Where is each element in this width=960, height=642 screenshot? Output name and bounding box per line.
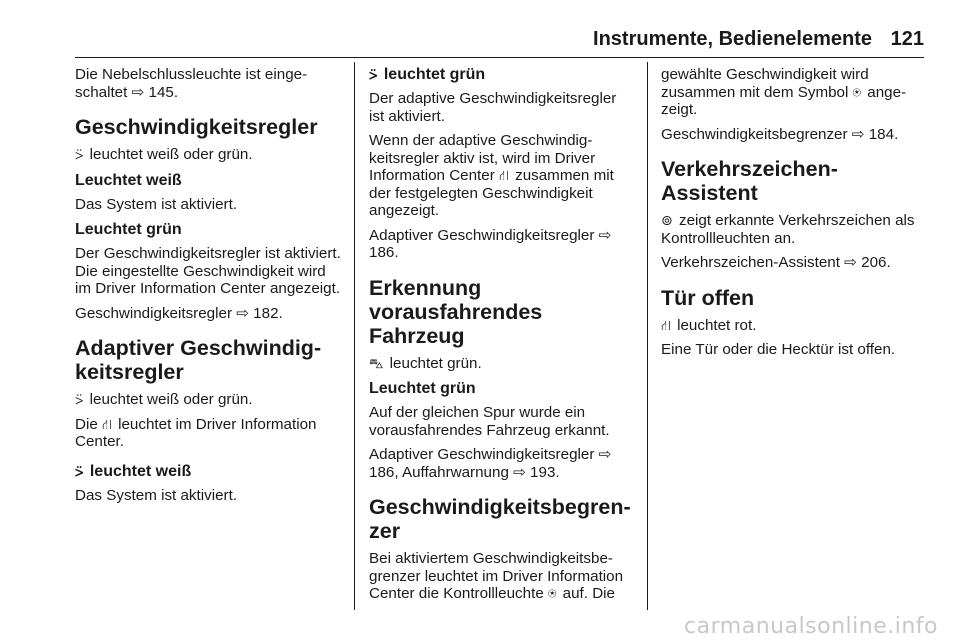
adaptive-reference: Adaptiver Geschwindigkeitsregler ⇨ 186. — [369, 226, 612, 261]
header-rule — [75, 57, 924, 58]
door-open-status — [661, 317, 927, 335]
page-title: Instrumente, Bedienelemente — [593, 28, 872, 50]
column-divider-1 — [354, 62, 355, 610]
column-divider-2 — [647, 62, 648, 610]
column-3 — [661, 62, 927, 610]
adaptive-white-text: Das System ist aktiviert. — [75, 486, 238, 504]
cruise-reference: Geschwindigkeitsregler ⇨ 182. — [75, 304, 283, 322]
door-open-status-text: leuchtet rot. — [677, 316, 757, 334]
subheading-adaptive-green — [369, 66, 635, 84]
subheading-adaptive-white — [75, 463, 341, 481]
speed-limiter-icon: ⍟ — [852, 83, 862, 100]
limiter-continued-a: gewählte Geschwindigkeit wird zusammen mit dem Symbol — [661, 66, 869, 101]
door-open-text: Eine Tür oder die Hecktür ist offen. — [661, 341, 896, 358]
vehicle-ahead-text: Auf der gleichen Spur wurde ein vorausfahrendes Fahrzeug erkannt. — [369, 404, 610, 439]
watermark: carmanualsonline.info — [684, 614, 938, 639]
cruise-control-icon: ⍩ — [75, 146, 84, 162]
heading-adaptive-cruise: Adaptiver Geschwindigkeitsregler — [75, 336, 322, 384]
heading-speed-limiter: Geschwindigkeitsbegrenzer — [369, 495, 631, 543]
page-header — [75, 24, 924, 58]
cruise-status-text: leuchtet weiß oder grün. — [89, 146, 253, 163]
heading-cruise-control: Geschwindigkeitsregler — [75, 115, 318, 139]
subheading-white: Leuchtet weiß — [75, 171, 182, 189]
door-icon: ⛙ — [661, 316, 671, 333]
traffic-sign-reference: Verkehrszeichen-Assistent ⇨ 206. — [661, 254, 891, 271]
traffic-sign-text — [661, 212, 927, 247]
adaptive-dic-text-b: leuchtet im Driver Information Center. — [75, 415, 317, 450]
speed-limiter-text — [369, 550, 635, 603]
heading-door-open: Tür offen — [661, 285, 755, 310]
speed-limiter-text-b: auf. Die — [562, 585, 615, 602]
green-text: Der Geschwindigkeitsregler ist aktiviert. Die eingestellte Geschwindigkeit wird im Driver Information Center angezeigt. — [75, 245, 341, 297]
vehicle-ahead-status-text: leuchtet grün. — [389, 354, 482, 372]
speed-limiter-text-a: Bei aktiviertem Geschwindigkeitsbegrenzer leuchtet im Driver Information Center die Kontrollleuchte — [369, 550, 624, 602]
adaptive-green-detail-b: zusammen mit der festgelegten Geschwindigkeit angezeigt. — [369, 167, 614, 219]
limiter-continued-b: angezeigt. — [661, 83, 907, 118]
white-text: Das System ist aktiviert. — [75, 195, 238, 213]
cruise-status-line — [75, 146, 341, 164]
cruise-control-icon: ⍩ — [75, 391, 84, 407]
adaptive-status-text: leuchtet weiß oder grün. — [89, 391, 253, 408]
heading-vehicle-ahead: Erkennung vorausfahrendes Fahrzeug — [369, 275, 543, 348]
vehicle-ahead-status — [369, 355, 635, 373]
cruise-control-icon: ⍩ — [369, 66, 378, 82]
subheading-vehicle-green: Leuchtet grün — [369, 380, 476, 397]
adaptive-green-text: Der adaptive Geschwindigkeitsregler ist aktiviert. — [369, 90, 617, 125]
column-1 — [75, 62, 341, 610]
traffic-sign-icon: ⊚ — [661, 212, 673, 228]
speed-sign-icon: ⛙ — [499, 167, 509, 183]
heading-traffic-sign: Verkehrszeichen-Assistent — [661, 157, 838, 205]
adaptive-green-detail — [369, 132, 635, 220]
adaptive-dic-line — [75, 416, 341, 451]
car-icon: ⛍ — [369, 354, 384, 371]
column-2 — [369, 62, 635, 610]
subheading-green: Leuchtet grün — [75, 221, 182, 238]
vehicle-ahead-reference: Adaptiver Geschwindigkeitsregler ⇨ 186, Auffahrwarnung ⇨ 193. — [369, 446, 612, 481]
speed-sign-icon: ⛙ — [102, 415, 112, 432]
adaptive-green-title: leuchtet grün — [383, 66, 486, 83]
adaptive-white-title: leuchtet weiß — [89, 462, 192, 480]
limiter-continued — [661, 66, 927, 119]
page-number: 121 — [890, 28, 924, 50]
limiter-reference: Geschwindigkeitsbegrenzer ⇨ 184. — [661, 125, 899, 143]
adaptive-green-detail-a: Wenn der adaptive Geschwindigkeitsregler aktiv ist, wird im Driver Information Center — [369, 132, 596, 184]
intro-text: Die Nebelschlussleuchte ist eingeschaltet ⇨ 145. — [75, 66, 308, 101]
speed-limiter-icon: ⍟ — [548, 585, 557, 601]
adaptive-status-line — [75, 391, 341, 409]
traffic-sign-text-body: zeigt erkannte Verkehrszeichen als Kontrollleuchten an. — [661, 212, 915, 247]
cruise-control-icon: ⍩ — [75, 462, 84, 479]
adaptive-dic-text-a: Die — [75, 415, 98, 433]
